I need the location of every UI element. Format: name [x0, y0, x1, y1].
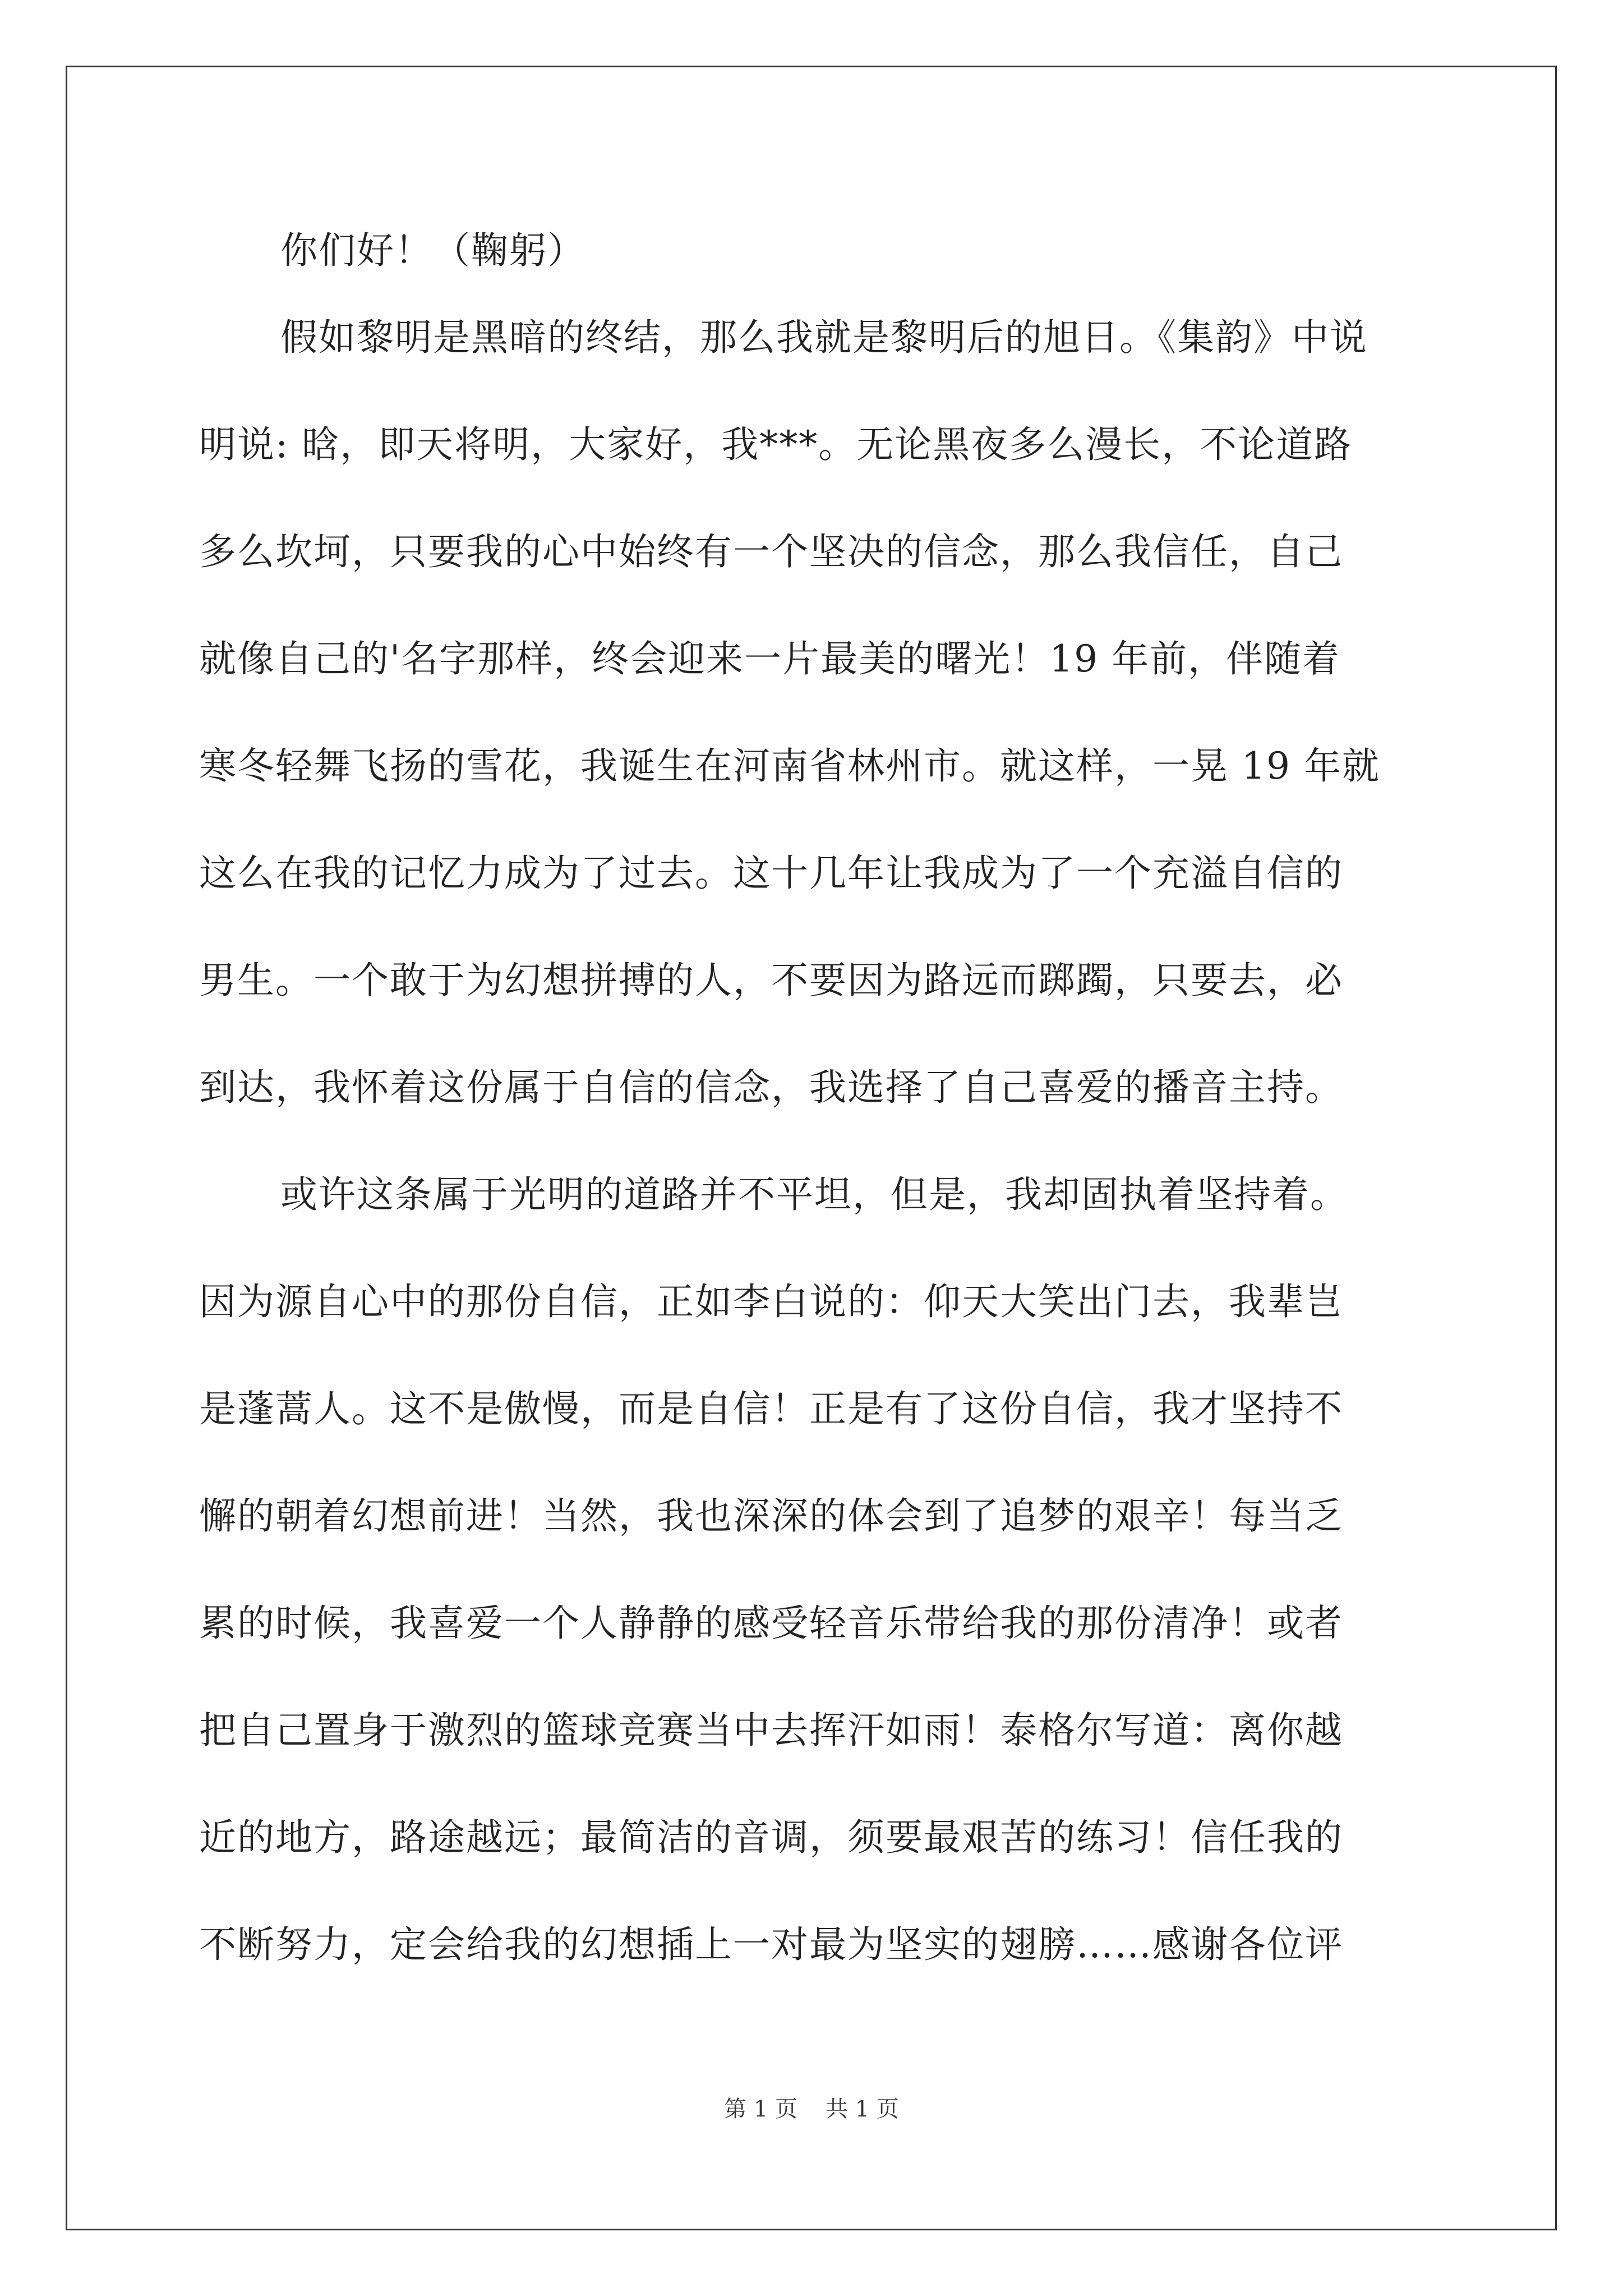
- text-line: 男生。一个敢于为幻想拼搏的人，不要因为路远而踯躅，只要去，必: [199, 959, 1343, 1002]
- page-footer: [0, 2091, 1623, 2123]
- text-line: 假如黎明是黑暗的终结，那么我就是黎明后的旭日。《集韵》中说: [280, 316, 1368, 359]
- text-line: 近的地方，路途越远；最简洁的音调，须要最艰苦的练习！信任我的: [199, 1816, 1343, 1859]
- text-line: 或许这条属于光明的道路并不平坦，但是，我却固执着坚持着。: [280, 1173, 1348, 1216]
- page-number: 第 1 页: [724, 2096, 797, 2122]
- text-line: 到达，我怀着这份属于自信的信念，我选择了自己喜爱的播音主持。: [199, 1066, 1343, 1109]
- text-line: 你们好！（鞠躬）: [280, 228, 585, 272]
- text-line: 就像自己的'名字那样，终会迎来一片最美的曙光！19 年前，伴随着: [199, 637, 1341, 680]
- text-line: 多么坎坷，只要我的心中始终有一个坚决的信念，那么我信任，自己: [199, 530, 1343, 573]
- text-line: 这么在我的记忆力成为了过去。这十几年让我成为了一个充溢自信的: [199, 852, 1343, 895]
- text-line: 寒冬轻舞飞扬的雪花，我诞生在河南省林州市。就这样，一晃 19 年就: [199, 744, 1380, 788]
- text-line: 明说: 晗，即天将明，大家好，我***。无论黑夜多么漫长，不论道路: [199, 423, 1353, 466]
- text-line: 是蓬蒿人。这不是傲慢，而是自信！正是有了这份自信，我才坚持不: [199, 1387, 1343, 1430]
- text-line: 把自己置身于激烈的篮球竞赛当中去挥汗如雨！泰格尔写道：离你越: [199, 1709, 1343, 1752]
- document-body: [199, 213, 1430, 1995]
- text-line: 累的时候，我喜爱一个人静静的感受轻音乐带给我的那份清净！或者: [199, 1602, 1343, 1645]
- text-line: 懈的朝着幻想前进！当然，我也深深的体会到了追梦的艰辛！每当乏: [199, 1494, 1343, 1538]
- page-total: 共 1 页: [826, 2096, 899, 2122]
- text-line: 因为源自心中的那份自信，正如李白说的：仰天大笑出门去，我辈岂: [199, 1280, 1343, 1323]
- text-line: 不断努力，定会给我的幻想插上一对最为坚实的翅膀……感谢各位评: [199, 1923, 1343, 1966]
